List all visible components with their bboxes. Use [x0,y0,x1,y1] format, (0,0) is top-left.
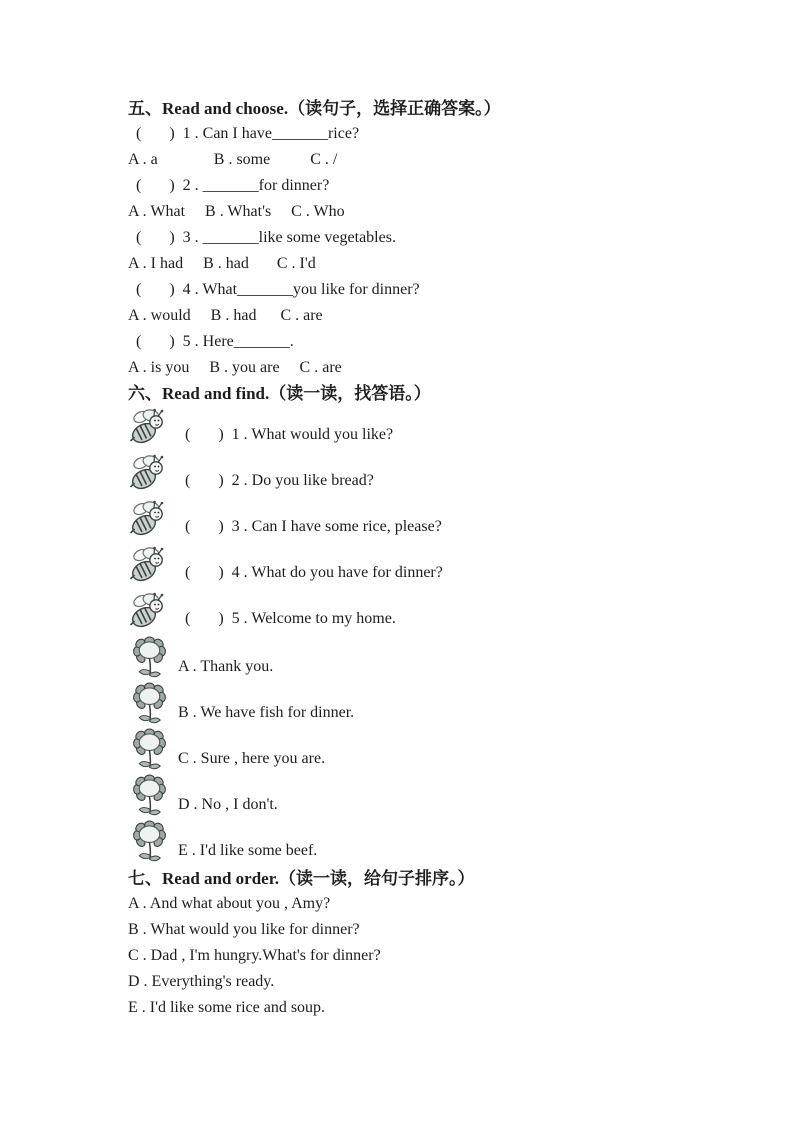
s7-sentence-e: E . I'd like some rice and soup. [128,999,326,1016]
section-seven-heading: 七、Read and order.（读一读，给句子排序。） [128,869,475,888]
s6-question-1: ( ) 1 . What would you like? [185,426,394,443]
s6-answer-b: B . We have fish for dinner. [178,704,355,721]
s6-answer-row-d [128,774,708,820]
flower-icon [131,774,168,819]
s6-question-row-3 [128,498,708,544]
s6-question-4: ( ) 4 . What do you have for dinner? [185,564,443,581]
s6-answer-e: E . I'd like some beef. [178,842,318,859]
s6-answer-d: D . No , I don't. [178,796,278,813]
s7-sentence-a: A . And what about you , Amy? [128,895,331,912]
s6-question-row-1 [128,406,708,452]
flower-icon [131,820,168,865]
flower-icon [131,636,168,681]
s7-sentence-c: C . Dad , I'm hungry.What's for dinner? [128,947,381,964]
bee-icon [128,591,168,631]
s6-question-row-4 [128,544,708,590]
s6-question-5: ( ) 5 . Welcome to my home. [185,610,396,627]
s5-question-1: ( ) 1 . Can I have_______rice? [136,125,360,142]
s6-answer-c: C . Sure , here you are. [178,750,326,767]
s5-question-3: ( ) 3 . _______like some vegetables. [136,229,396,246]
s5-question-2: ( ) 2 . _______for dinner? [136,177,330,194]
s5-options-2: A . What B . What's C . Who [128,203,345,220]
worksheet-content [128,97,708,1021]
s5-options-3: A . I had B . had C . I'd [128,255,316,272]
flower-icon [131,728,168,773]
s5-options-5: A . is you B . you are C . are [128,359,342,376]
s6-answer-row-e [128,820,708,866]
s6-answer-a: A . Thank you. [178,658,274,675]
s6-question-2: ( ) 2 . Do you like bread? [185,472,374,489]
section-six-heading: 六、Read and find.（读一读，找答语。） [128,384,431,403]
bee-icon [128,545,168,585]
s6-question-row-5 [128,590,708,636]
bee-icon [128,499,168,539]
s5-question-5: ( ) 5 . Here_______. [136,333,294,350]
s6-question-3: ( ) 3 . Can I have some rice, please? [185,518,442,535]
s5-question-4: ( ) 4 . What_______you like for dinner? [136,281,420,298]
section-five-heading: 五、Read and choose.（读句子，选择正确答案。） [128,99,501,118]
s6-answer-row-c [128,728,708,774]
s5-options-1: A . a B . some C . / [128,151,338,168]
s5-options-4: A . would B . had C . are [128,307,323,324]
s6-question-row-2 [128,452,708,498]
bee-icon [128,407,168,447]
bee-icon [128,453,168,493]
s7-sentence-b: B . What would you like for dinner? [128,921,360,938]
s6-answer-row-b [128,682,708,728]
s7-sentence-d: D . Everything's ready. [128,973,275,990]
flower-icon [131,682,168,727]
s6-answer-row-a [128,636,708,682]
